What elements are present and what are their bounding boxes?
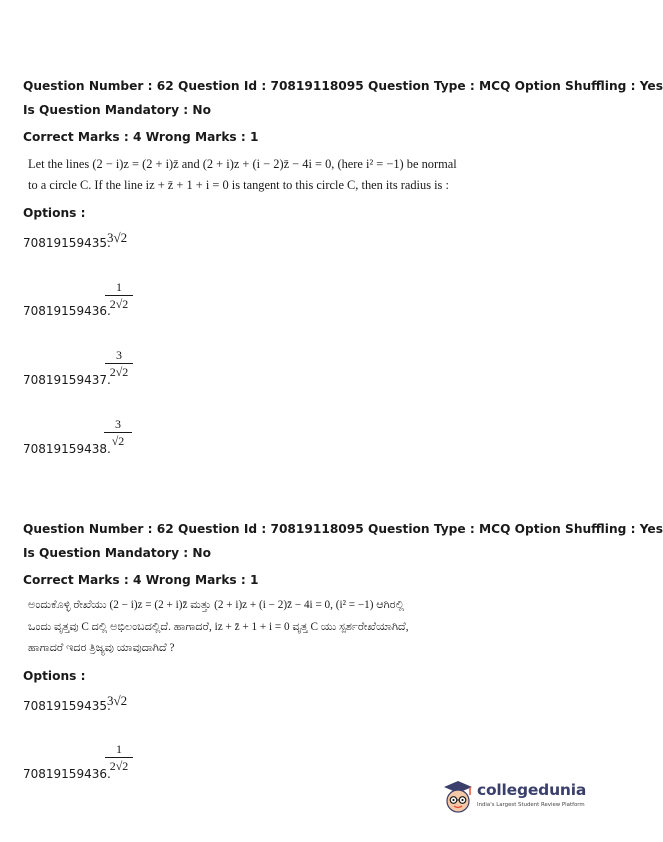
mandatory-label: Is Question Mandatory : No [23, 546, 211, 560]
question-text-line-2: to a circle C. If the line iz + z̄ + 1 + i = 0 is tangent to this circle C, then its radius is : [28, 178, 449, 192]
option-fraction [105, 280, 133, 312]
fraction-numerator: 3 [115, 417, 121, 431]
marks-label: Correct Marks : 4 Wrong Marks : 1 [23, 573, 259, 587]
question-text-line-1: Let the lines (2 − i)z = (2 + i)z̄ and (2 + i)z + (i − 2)z̄ − 4i = 0, (here i² = −1) be normal [28, 157, 457, 171]
option-id: 70819159436. [23, 767, 111, 781]
option-id: 70819159435. [23, 699, 111, 713]
fraction-denominator: 2√2 [109, 759, 129, 773]
options-label: Options : [23, 669, 86, 683]
mandatory-label: Is Question Mandatory : No [23, 103, 211, 117]
collegedunia-logo [440, 778, 587, 818]
fraction-bar [105, 363, 133, 364]
fraction-denominator: 2√2 [109, 297, 129, 311]
option-id: 70819159435. [23, 236, 111, 250]
option-id: 70819159437. [23, 373, 111, 387]
fraction-denominator: 2√2 [109, 365, 129, 379]
option-value: 3√2 [107, 693, 128, 708]
logo-wordmark: collegedunia [477, 781, 587, 799]
question-header: Question Number : 62 Question Id : 70819118095 Question Type : MCQ Option Shuffling : Yes [23, 522, 663, 536]
option-fraction [105, 348, 133, 380]
option-value: 3√2 [107, 230, 128, 245]
question-text-line-3: ಹಾಗಾದರೆ ಇದರ ತ್ರಿಜ್ಯವು ಯಾವುದಾಗಿದೆ ? [28, 642, 175, 654]
option-id: 70819159436. [23, 304, 111, 318]
mascot-icon [440, 778, 476, 818]
question-text-line-1: ಅಂದುಕೊಳ್ಳಿ ರೇಖೆಯು (2 − i)z = (2 + i)z̄ ಮತ್ತು (2 + i)z + (i − 2)z̄ − 4i = 0, (i² = −1) ಆಗಿರಲ್ಲಿ [28, 599, 405, 611]
options-label: Options : [23, 206, 86, 220]
fraction-bar [104, 432, 132, 433]
marks-label: Correct Marks : 4 Wrong Marks : 1 [23, 130, 259, 144]
fraction-numerator: 1 [116, 280, 122, 294]
option-fraction [104, 417, 132, 449]
option-id: 70819159438. [23, 442, 111, 456]
question-text-line-2: ಒಂದು ವೃತ್ತವು C ದಲ್ಲಿ ಅಭಿಲಂಬದಲ್ಲಿದೆ. ಹಾಗಾದರೆ, iz + z̄ + 1 + i = 0 ವೃತ್ತ C ಯು ಸ್ಪರ್ಶರೇಖೆಯಾಗಿದೆ, [28, 621, 409, 633]
fraction-numerator: 3 [116, 348, 122, 362]
logo-tagline: India's Largest Student Review Platform [477, 802, 585, 808]
fraction-numerator: 1 [116, 742, 122, 756]
fraction-bar [105, 295, 133, 296]
option-fraction [105, 742, 133, 774]
fraction-denominator: √2 [111, 434, 125, 448]
question-header: Question Number : 62 Question Id : 70819118095 Question Type : MCQ Option Shuffling : Yes [23, 79, 663, 93]
fraction-bar [105, 757, 133, 758]
